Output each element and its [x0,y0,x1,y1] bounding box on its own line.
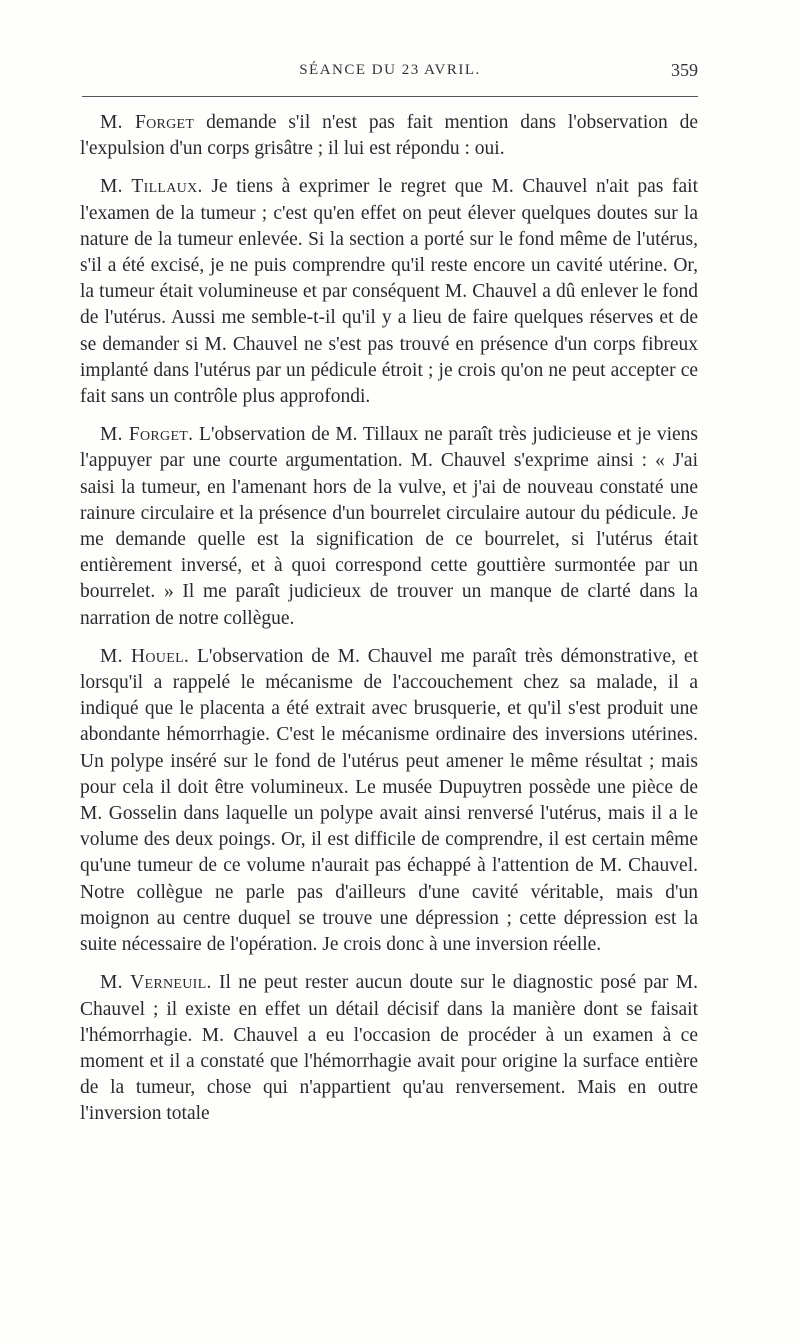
speaker-name: M. Forget [100,112,195,133]
paragraph-verneuil [80,970,698,1127]
speaker-name: M. Verneuil. [100,972,212,994]
paragraph-forget-question [80,110,698,162]
speaker-name: M. Tillaux. [100,176,203,198]
paragraph-forget [80,422,698,632]
speaker-name: M. Houel. [100,645,190,667]
body-text [80,110,698,1140]
paragraph-text: Je tiens à exprimer le regret que M. Chauvel n'ait pas fait l'examen de la tumeur ; c'est qu'en effet on peut élever quelques doutes sur la nature de la tumeur enlevée. Si la section a porté sur le fond même de l'utérus, s'il a été excisé, je ne puis comprendre qu'il reste encore un cavité utérine. Or, la tumeur était volumineuse et par conséquent M. Chauvel a dû enlever le fond de l'utérus. Aussi me semble-t-il qu'il y a lieu de faire quelques réserves et de se demander si M. Chauvel ne s'est pas trouvé en présence d'un corps fibreux implanté dans l'utérus par un pédicule étroit ; je crois qu'on ne peut accepter ce fait sans un contrôle plus approfondi. [80,176,699,408]
paragraph-tillaux [80,174,698,410]
header-rule [82,96,698,97]
running-title: SÉANCE DU 23 AVRIL. [299,62,481,78]
paragraph-text: L'observation de M. Chauvel me paraît très démonstrative, et lorsqu'il a rappelé le mécanisme de l'accouchement chez sa malade, il a indiqué que le placenta a été extrait avec brusquerie, et qu'il s'est produit une abondante hémorrhagie. C'est le mécanisme ordinaire des inversions utérines. Un polype inséré sur le fond de l'utérus peut amener le même résultat ; mais pour cela il doit être volumineux. Le musée Dupuytren possède une pièce de M. Gosselin dans laquelle un polype avait ainsi renversé l'utérus, mais il a le volume des deux poings. Or, il est difficile de comprendre, il est certain même qu'une tumeur de ce volume n'aurait pas échappé à l'attention de M. Chauvel. Notre collègue ne parle pas d'ailleurs d'une cavité véritable, mais d'un moignon au centre duquel se trouve une dépression ; cette dépression est la suite nécessaire de l'opération. Je crois donc à une inversion réelle. [80,645,698,956]
paragraph-text: L'observation de M. Tillaux ne paraît très judicieuse et je viens l'appuyer par une courte argumentation. M. Chauvel s'exprime ainsi : « J'ai saisi la tumeur, en l'amenant hors de la vulve, et j'ai de nouveau constaté une rainure circulaire et la présence d'un bourrelet circulaire autour du pédicule. Je me demande quelle est la signification de ce bourrelet, si l'utérus était entièrement inversé, et à quoi correspond cette gouttière surmontée par un bourrelet. » Il me paraît judicieux de trouver un manque de clarté dans la narration de notre collègue. [80,424,698,629]
speaker-name: M. Forget. [100,424,194,446]
page-number: 359 [671,60,698,80]
paragraph-text: Il ne peut rester aucun doute sur le diagnostic posé par M. Chauvel ; il existe en effet un détail décisif dans la manière dont se faisait l'hémorrhagie. M. Chauvel a eu l'occasion de procéder à un examen à ce moment et il a constaté que l'hémorrhagie avait pour origine la surface entière de la tumeur, chose qui n'appartient qu'au renversement. Mais en outre l'inversion totale [80,972,698,1125]
paragraph-houel [80,644,698,958]
running-head [82,60,698,84]
paragraph-text: demande s'il n'est pas fait mention dans l'observation de l'expulsion d'un corps grisâtre ; il lui est répondu : oui. [80,112,698,160]
